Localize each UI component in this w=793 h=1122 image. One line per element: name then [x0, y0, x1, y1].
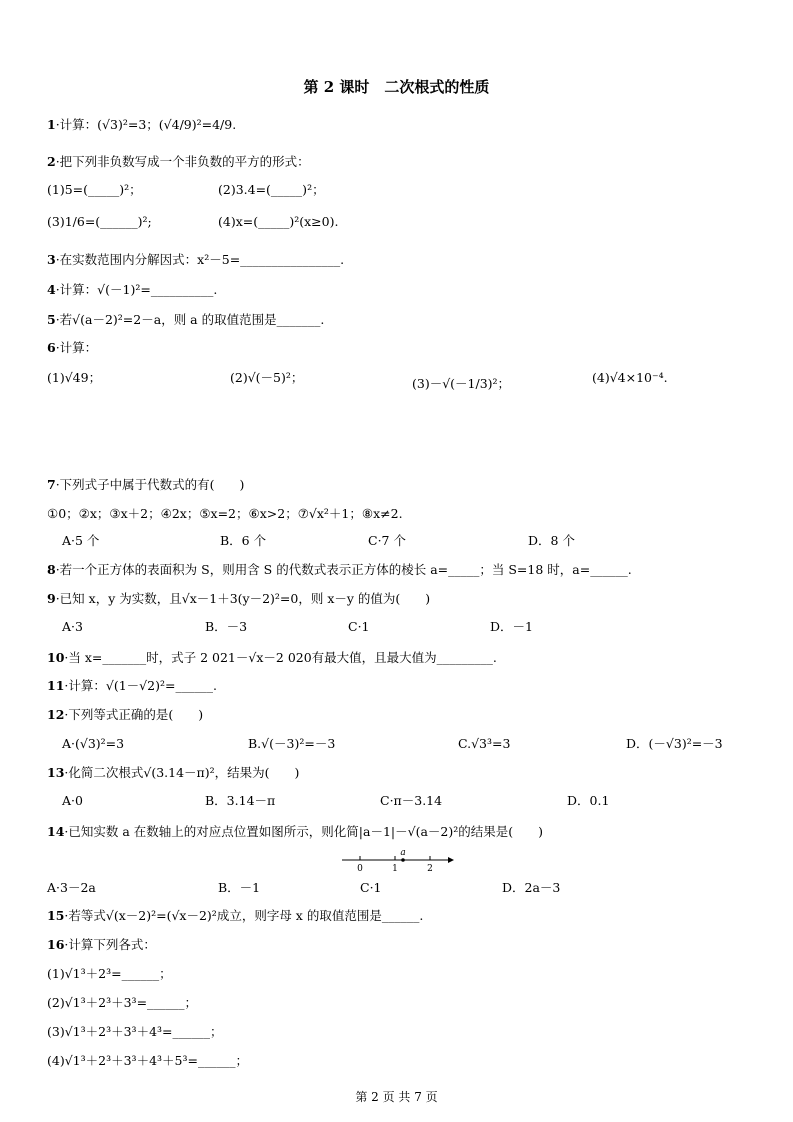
q13-option-a: A·0: [62, 793, 83, 808]
q12-option-c: C.√3³=3: [458, 736, 511, 751]
question-8: [47, 562, 632, 578]
question-number: 8: [47, 562, 56, 577]
q14-option-a: A·3－2a: [47, 880, 96, 895]
question-number: 13: [47, 765, 65, 780]
point-a: [401, 858, 405, 862]
q6-part-2: (2)√(－5)²；: [230, 370, 304, 385]
question-text: ·计算：√(－1)²=__________.: [55, 282, 218, 297]
question-number: 14: [47, 824, 65, 839]
page-title: 第 2 课时 二次根式的性质: [303, 78, 490, 96]
question-text: ·计算：√(1－√2)²=______.: [64, 678, 217, 693]
question-13: [47, 765, 299, 781]
question-text: ·下列式子中属于代数式的有( ): [55, 477, 245, 492]
page-footer: 第 2 页 共 7 页: [355, 1090, 438, 1104]
q12-option-d: D．(－√3)²=－3: [626, 736, 723, 751]
question-number: 2: [47, 154, 56, 169]
question-number: 5: [47, 312, 56, 327]
question-text: ·计算：: [55, 340, 98, 355]
question-text: ·计算下列各式：: [64, 937, 156, 952]
number-line-figure: [338, 848, 458, 874]
q2-part-4: (4)x=(_____)²(x≥0).: [218, 214, 339, 229]
q16-part-4: (4)√1³＋2³＋3³＋4³＋5³=______；: [47, 1053, 248, 1068]
q12-option-a: A·(√3)²=3: [62, 736, 125, 751]
question-text: ·计算：(√3)²=3；(√4/9)²=4/9.: [55, 117, 237, 132]
question-7: [47, 477, 244, 493]
tick-label-2: 2: [427, 864, 433, 874]
question-number: 6: [47, 340, 56, 355]
question-text: ·已知实数 a 在数轴上的对应点位置如图所示，则化简|a－1|－√(a－2)²的结果是( ): [64, 824, 543, 839]
q7-option-a: A·5 个: [62, 533, 100, 548]
question-text: ·化简二次根式√(3.14－π)²，结果为( ): [64, 765, 300, 780]
q9-option-a: A·3: [62, 619, 83, 634]
question-10: [47, 650, 497, 666]
q9-option-b: B．－3: [205, 619, 248, 634]
q6-part-3: (3)－√(－1/3)²；: [412, 376, 511, 391]
q7-option-b: B．6 个: [220, 533, 267, 548]
q13-option-d: D．0.1: [567, 793, 610, 808]
q2-part-2: (2)3.4=(_____)²；: [218, 182, 325, 197]
q2-part-3: (3)1/6=(______)²;: [47, 214, 152, 229]
question-number: 7: [47, 477, 56, 492]
question-2: [47, 154, 310, 170]
question-16: [47, 937, 156, 953]
axis-arrow-icon: [448, 857, 454, 863]
q6-part-1: (1)√49；: [47, 370, 102, 385]
question-12: [47, 707, 203, 723]
q7-option-d: D．8 个: [528, 533, 575, 548]
q14-option-c: C·1: [360, 880, 382, 895]
question-number: 12: [47, 707, 65, 722]
question-text: ·把下列非负数写成一个非负数的平方的形式：: [55, 154, 310, 169]
point-a-label: a: [400, 848, 406, 858]
question-5: [47, 312, 324, 328]
question-number: 11: [47, 678, 65, 693]
question-text: ·已知 x，y 为实数，且√x－1＋3(y－2)²=0，则 x－y 的值为( ): [55, 591, 431, 606]
q13-option-c: C·π－3.14: [380, 793, 443, 808]
question-number: 4: [47, 282, 56, 297]
question-text: ·下列等式正确的是( ): [64, 707, 204, 722]
question-11: [47, 678, 217, 694]
tick-label-0: 0: [357, 864, 363, 874]
question-text: ·当 x=_______时，式子 2 021－√x－2 020有最大值，且最大值为_________.: [64, 650, 497, 665]
question-number: 15: [47, 908, 65, 923]
question-4: [47, 282, 217, 298]
question-6: [47, 340, 97, 356]
question-number: 3: [47, 252, 56, 267]
question-14: [47, 824, 543, 840]
q7-items: ①0；②x；③x＋2；④2x；⑤x=2；⑥x>2；⑦√x²＋1；⑧x≠2.: [47, 506, 403, 521]
question-text: ·在实数范围内分解因式：x²－5=________________.: [55, 252, 345, 267]
q14-option-d: D．2a－3: [502, 880, 561, 895]
question-number: 9: [47, 591, 56, 606]
q9-option-c: C·1: [348, 619, 370, 634]
question-text: ·若一个正方体的表面积为 S，则用含 S 的代数式表示正方体的棱长 a=_____；当 S=18 时，a=______.: [55, 562, 632, 577]
question-1: [47, 117, 236, 133]
q2-part-1: (1)5=(_____)²；: [47, 182, 142, 197]
q16-part-2: (2)√1³＋2³＋3³=______；: [47, 995, 198, 1010]
q7-option-c: C·7 个: [368, 533, 406, 548]
q9-option-d: D．－1: [490, 619, 533, 634]
q16-part-1: (1)√1³＋2³=______；: [47, 966, 172, 981]
question-text: ·若等式√(x－2)²=(√x－2)²成立，则字母 x 的取值范围是______.: [64, 908, 424, 923]
q13-option-b: B．3.14－π: [205, 793, 276, 808]
q12-option-b: B.√(－3)²=－3: [248, 736, 336, 751]
question-number: 1: [47, 117, 56, 132]
tick-label-1: 1: [392, 864, 398, 874]
q14-option-b: B．－1: [218, 880, 261, 895]
question-9: [47, 591, 430, 607]
q6-part-4: (4)√4×10⁻⁴.: [592, 370, 668, 385]
question-15: [47, 908, 423, 924]
question-3: [47, 252, 344, 268]
question-number: 16: [47, 937, 65, 952]
question-number: 10: [47, 650, 65, 665]
question-text: ·若√(a－2)²=2－a，则 a 的取值范围是_______.: [55, 312, 325, 327]
q16-part-3: (3)√1³＋2³＋3³＋4³=______；: [47, 1024, 223, 1039]
